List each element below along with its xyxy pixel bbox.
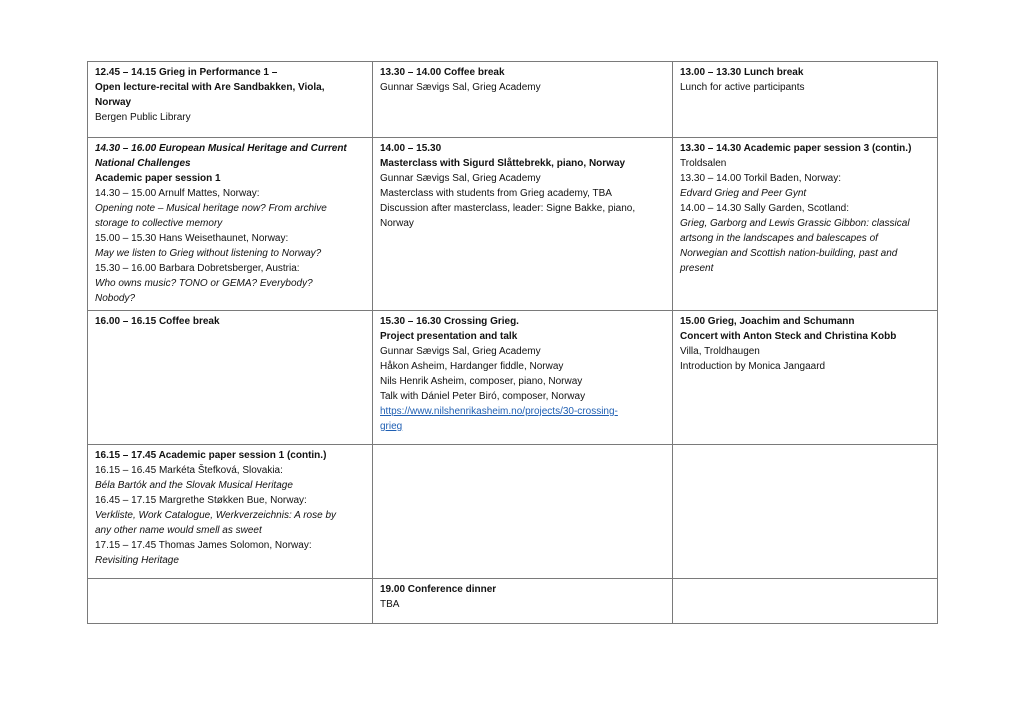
schedule-cell <box>673 311 938 445</box>
schedule-cell <box>88 311 373 445</box>
session-line: Masterclass with students from Grieg academy, TBA <box>380 188 612 199</box>
schedule-cell <box>373 579 673 624</box>
session-line: 13.30 – 14.00 Torkil Baden, Norway: <box>680 173 842 184</box>
schedule-row <box>88 62 938 138</box>
schedule-cell <box>88 579 373 624</box>
schedule-row <box>88 138 938 311</box>
schedule-row <box>88 579 938 624</box>
schedule-cell <box>88 62 373 138</box>
schedule-cell <box>373 445 673 579</box>
session-line: any other name would smell as sweet <box>95 525 262 536</box>
session-line: present <box>680 263 714 274</box>
schedule-cell <box>373 311 673 445</box>
session-line: TBA <box>380 599 400 610</box>
session-line: 16.15 – 16.45 Markéta Štefková, Slovakia: <box>95 465 283 476</box>
schedule-cell <box>373 62 673 138</box>
session-heading: 14.30 – 16.00 European Musical Heritage and Current <box>95 143 347 154</box>
session-line: Norwegian and Scottish nation-building, past and <box>680 248 898 259</box>
session-heading: Concert with Anton Steck and Christina Kobb <box>680 331 897 342</box>
session-line: Bergen Public Library <box>95 112 191 123</box>
session-heading: Open lecture-recital with Are Sandbakken, Viola, <box>95 82 325 93</box>
session-line: Lunch for active participants <box>680 82 805 93</box>
session-line: Edvard Grieg and Peer Gynt <box>680 188 807 199</box>
session-heading: Norway <box>95 97 132 108</box>
session-line: Verkliste, Work Catalogue, Werkverzeichnis: A rose by <box>95 510 337 521</box>
session-heading: 15.00 Grieg, Joachim and Schumann <box>680 316 855 327</box>
schedule-cell <box>673 62 938 138</box>
schedule-row <box>88 445 938 579</box>
session-line: 14.00 – 14.30 Sally Garden, Scotland: <box>680 203 850 214</box>
schedule-row <box>88 311 938 445</box>
session-heading: National Challenges <box>95 158 191 169</box>
session-line: Opening note – Musical heritage now? From archive <box>95 203 327 214</box>
session-line: May we listen to Grieg without listening to Norway? <box>95 248 322 259</box>
session-line: Who owns music? TONO or GEMA? Everybody? <box>95 278 313 289</box>
session-line: Håkon Asheim, Hardanger fiddle, Norway <box>380 361 564 372</box>
session-line: Béla Bartók and the Slovak Musical Heritage <box>95 480 293 491</box>
session-line: Villa, Troldhaugen <box>680 346 760 357</box>
session-heading: 16.15 – 17.45 Academic paper session 1 (contin.) <box>95 450 327 461</box>
session-line: Nils Henrik Asheim, composer, piano, Norway <box>380 376 583 387</box>
session-line: Grieg, Garborg and Lewis Grassic Gibbon: classical <box>680 218 910 229</box>
session-line: Gunnar Sævigs Sal, Grieg Academy <box>380 82 541 93</box>
session-line: Revisiting Heritage <box>95 555 179 566</box>
schedule-cell <box>673 579 938 624</box>
session-heading: 13.30 – 14.00 Coffee break <box>380 67 505 78</box>
session-line: Introduction by Monica Jangaard <box>680 361 826 372</box>
session-heading: 13.00 – 13.30 Lunch break <box>680 67 804 78</box>
session-line: 15.30 – 16.00 Barbara Dobretsberger, Austria: <box>95 263 300 274</box>
session-heading: Project presentation and talk <box>380 331 518 342</box>
session-line: 17.15 – 17.45 Thomas James Solomon, Norway: <box>95 540 312 551</box>
session-heading: Academic paper session 1 <box>95 173 221 184</box>
schedule-cell <box>88 138 373 311</box>
session-line: Gunnar Sævigs Sal, Grieg Academy <box>380 173 541 184</box>
session-line: Gunnar Sævigs Sal, Grieg Academy <box>380 346 541 357</box>
session-heading: 15.30 – 16.30 Crossing Grieg. <box>380 316 519 327</box>
session-line: Norway <box>380 218 414 229</box>
schedule-cell <box>373 138 673 311</box>
session-line: 14.30 – 15.00 Arnulf Mattes, Norway: <box>95 188 260 199</box>
session-line: Troldsalen <box>680 158 727 169</box>
session-heading: 14.00 – 15.30 <box>380 143 442 154</box>
session-heading: 16.00 – 16.15 Coffee break <box>95 316 220 327</box>
session-line: Nobody? <box>95 293 136 304</box>
session-line: 16.45 – 17.15 Margrethe Støkken Bue, Norway: <box>95 495 307 506</box>
session-heading: 12.45 – 14.15 Grieg in Performance 1 – <box>95 67 278 78</box>
session-heading: 19.00 Conference dinner <box>380 584 497 595</box>
session-line: Discussion after masterclass, leader: Signe Bakke, piano, <box>380 203 636 214</box>
session-line: 15.00 – 15.30 Hans Weisethaunet, Norway: <box>95 233 289 244</box>
schedule-cell <box>673 138 938 311</box>
project-link[interactable]: https://www.nilshenrikasheim.no/projects/30-crossing- <box>380 406 618 417</box>
session-line: storage to collective memory <box>95 218 223 229</box>
session-line: Talk with Dániel Peter Biró, composer, Norway <box>380 391 586 402</box>
session-line: artsong in the landscapes and balescapes of <box>680 233 878 244</box>
session-heading: Masterclass with Sigurd Slåttebrekk, piano, Norway <box>380 158 626 169</box>
session-heading: 13.30 – 14.30 Academic paper session 3 (contin.) <box>680 143 912 154</box>
project-link[interactable]: grieg <box>380 421 403 432</box>
schedule-cell <box>88 445 373 579</box>
schedule-cell <box>673 445 938 579</box>
schedule-table <box>87 61 938 624</box>
